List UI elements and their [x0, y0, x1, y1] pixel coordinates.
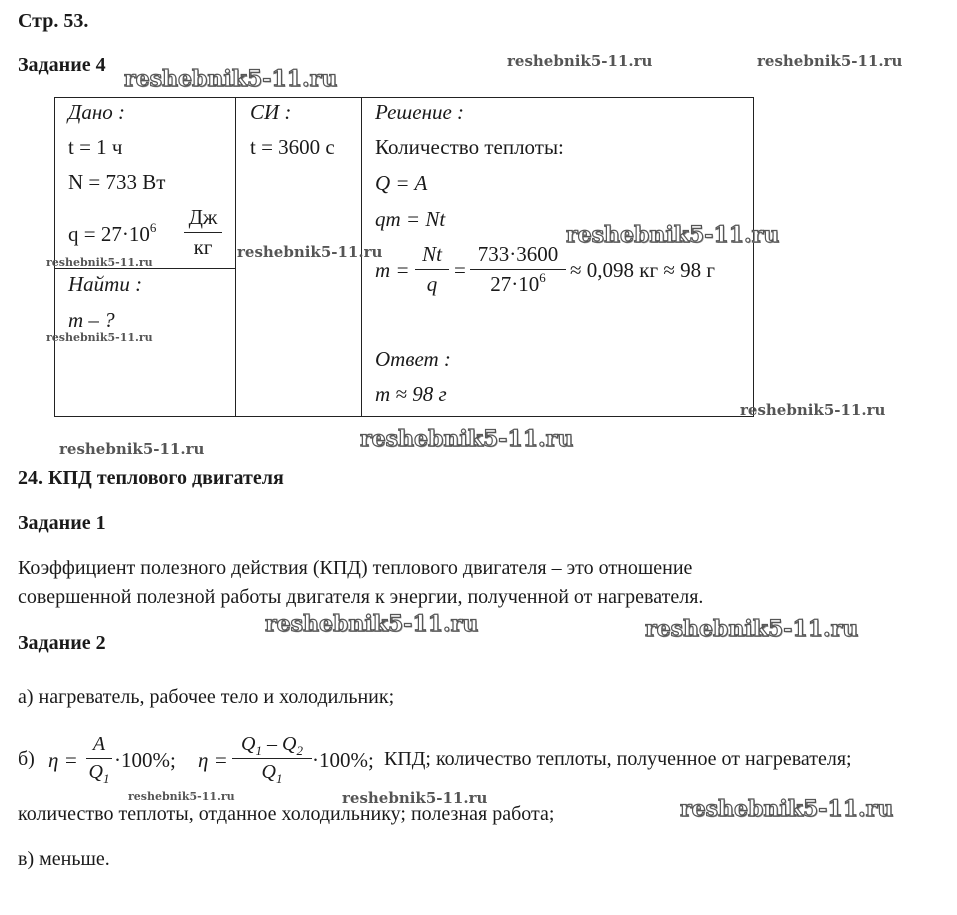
watermark: reshebnik5-11.ru: [46, 331, 153, 344]
solution-line1: Количество теплоты:: [375, 135, 564, 159]
solution-frac2-bar: [470, 269, 566, 270]
task2-frac2-bar: [232, 758, 312, 759]
watermark: reshebnik5-11.ru: [680, 796, 894, 822]
task2-frac1: [86, 733, 112, 784]
watermark: reshebnik5-11.ru: [566, 222, 780, 248]
watermark: reshebnik5-11.ru: [740, 401, 886, 419]
task2-frac2-den-q: Q: [261, 761, 276, 783]
task2-frac1-den: [86, 761, 112, 784]
task1-text-line2: совершенной полезной работы двигателя к энергии, полученной от нагревателя.: [18, 586, 704, 608]
solution-m-eq: m =: [375, 258, 410, 282]
task2-frac1-den-sub: 1: [102, 771, 110, 786]
watermark: reshebnik5-11.ru: [507, 52, 653, 70]
given-q-unit-den: кг: [193, 235, 213, 259]
task2-frac2-num-minus: – Q: [262, 733, 297, 755]
answer-header: Ответ :: [375, 347, 451, 371]
solution-frac2-num: 733·3600: [477, 242, 559, 266]
watermark: reshebnik5-11.ru: [46, 256, 153, 269]
solution-frac2: [470, 242, 566, 297]
solution-line3: qm = Nt: [375, 207, 446, 231]
task2-item-b-line2: количество теплоты, отданное холодильнику; полезная работа;: [18, 803, 555, 825]
task2-frac1-bar: [86, 758, 112, 759]
table-top-border: [54, 97, 754, 98]
task2-title: Задание 2: [18, 632, 106, 654]
table-bottom-border: [54, 416, 754, 417]
task2-item-b-tail: КПД; количество теплоты, полученное от нагревателя;: [384, 748, 852, 770]
task2-frac2-num-q1: Q: [241, 733, 256, 755]
task2-frac2-den-sub: 1: [275, 771, 283, 786]
section-title: 24. КПД теплового двигателя: [18, 467, 284, 489]
solution-frac2-den-exp: 6: [539, 270, 546, 285]
page-label: Стр. 53.: [18, 10, 89, 32]
table-divider-1: [235, 97, 236, 417]
solution-line2: Q = A: [375, 171, 428, 195]
task2-pct1: ·100%;: [114, 748, 176, 772]
solution-frac1-bar: [415, 269, 449, 270]
given-q-exp: 6: [149, 220, 157, 235]
given-N: N = 733 Вт: [68, 170, 166, 194]
task2-item-a: а) нагреватель, рабочее тело и холодильник;: [18, 686, 395, 708]
watermark: reshebnik5-11.ru: [128, 790, 235, 803]
given-q-unit-num: Дж: [188, 205, 218, 229]
given-q-unit-bar: [184, 232, 222, 233]
task1-title: Задание 1: [18, 512, 106, 534]
task1-text-line1: Коэффициент полезного действия (КПД) теплового двигателя – это отношение: [18, 557, 693, 579]
given-header: Дано :: [68, 100, 126, 124]
solution-header: Решение :: [375, 100, 465, 124]
task2-frac2: [232, 733, 312, 784]
find-value: m – ?: [68, 308, 115, 332]
watermark: reshebnik5-11.ru: [342, 789, 488, 807]
solution-frac2-den: [470, 272, 566, 297]
task2-frac2-den: [232, 761, 312, 784]
given-q-prefix: q = 27·10: [68, 222, 150, 246]
task2-pct2: ·100%;: [312, 748, 374, 772]
find-header: Найти :: [68, 272, 143, 296]
given-q-unit: [184, 205, 222, 260]
solution-result: ≈ 0,098 кг ≈ 98 г: [570, 258, 715, 282]
watermark: reshebnik5-11.ru: [757, 52, 903, 70]
task2-frac1-den-q: Q: [88, 761, 103, 783]
watermark: reshebnik5-11.ru: [124, 66, 338, 92]
task2-frac2-num-q2-sub: 2: [296, 743, 303, 758]
task2-frac1-num: A: [92, 733, 106, 755]
solution-frac1-den: q: [426, 272, 438, 296]
watermark: reshebnik5-11.ru: [645, 616, 859, 642]
task2-frac2-num-q1-sub: 1: [255, 743, 262, 758]
task4-title: Задание 4: [18, 54, 106, 76]
solution-frac1: [415, 242, 449, 297]
given-t: t = 1 ч: [68, 135, 123, 159]
watermark: reshebnik5-11.ru: [237, 243, 383, 261]
si-t: t = 3600 с: [250, 135, 335, 159]
given-q: [68, 222, 156, 247]
task2-frac2-num: [232, 733, 312, 756]
task2-item-c: в) меньше.: [18, 848, 110, 870]
task2-eta2: η =: [198, 748, 228, 772]
solution-frac2-den-prefix: 27·10: [490, 272, 540, 296]
table-right-border: [753, 97, 754, 417]
task2-eta1: η =: [48, 748, 78, 772]
answer-value: m ≈ 98 г: [375, 382, 447, 406]
solution-frac1-num: Nt: [422, 242, 442, 266]
watermark: reshebnik5-11.ru: [360, 426, 574, 452]
watermark: reshebnik5-11.ru: [59, 440, 205, 458]
si-header: СИ :: [250, 100, 292, 124]
task2-item-b-label: б): [18, 748, 35, 770]
watermark: reshebnik5-11.ru: [265, 611, 479, 637]
solution-eq: =: [454, 258, 466, 282]
